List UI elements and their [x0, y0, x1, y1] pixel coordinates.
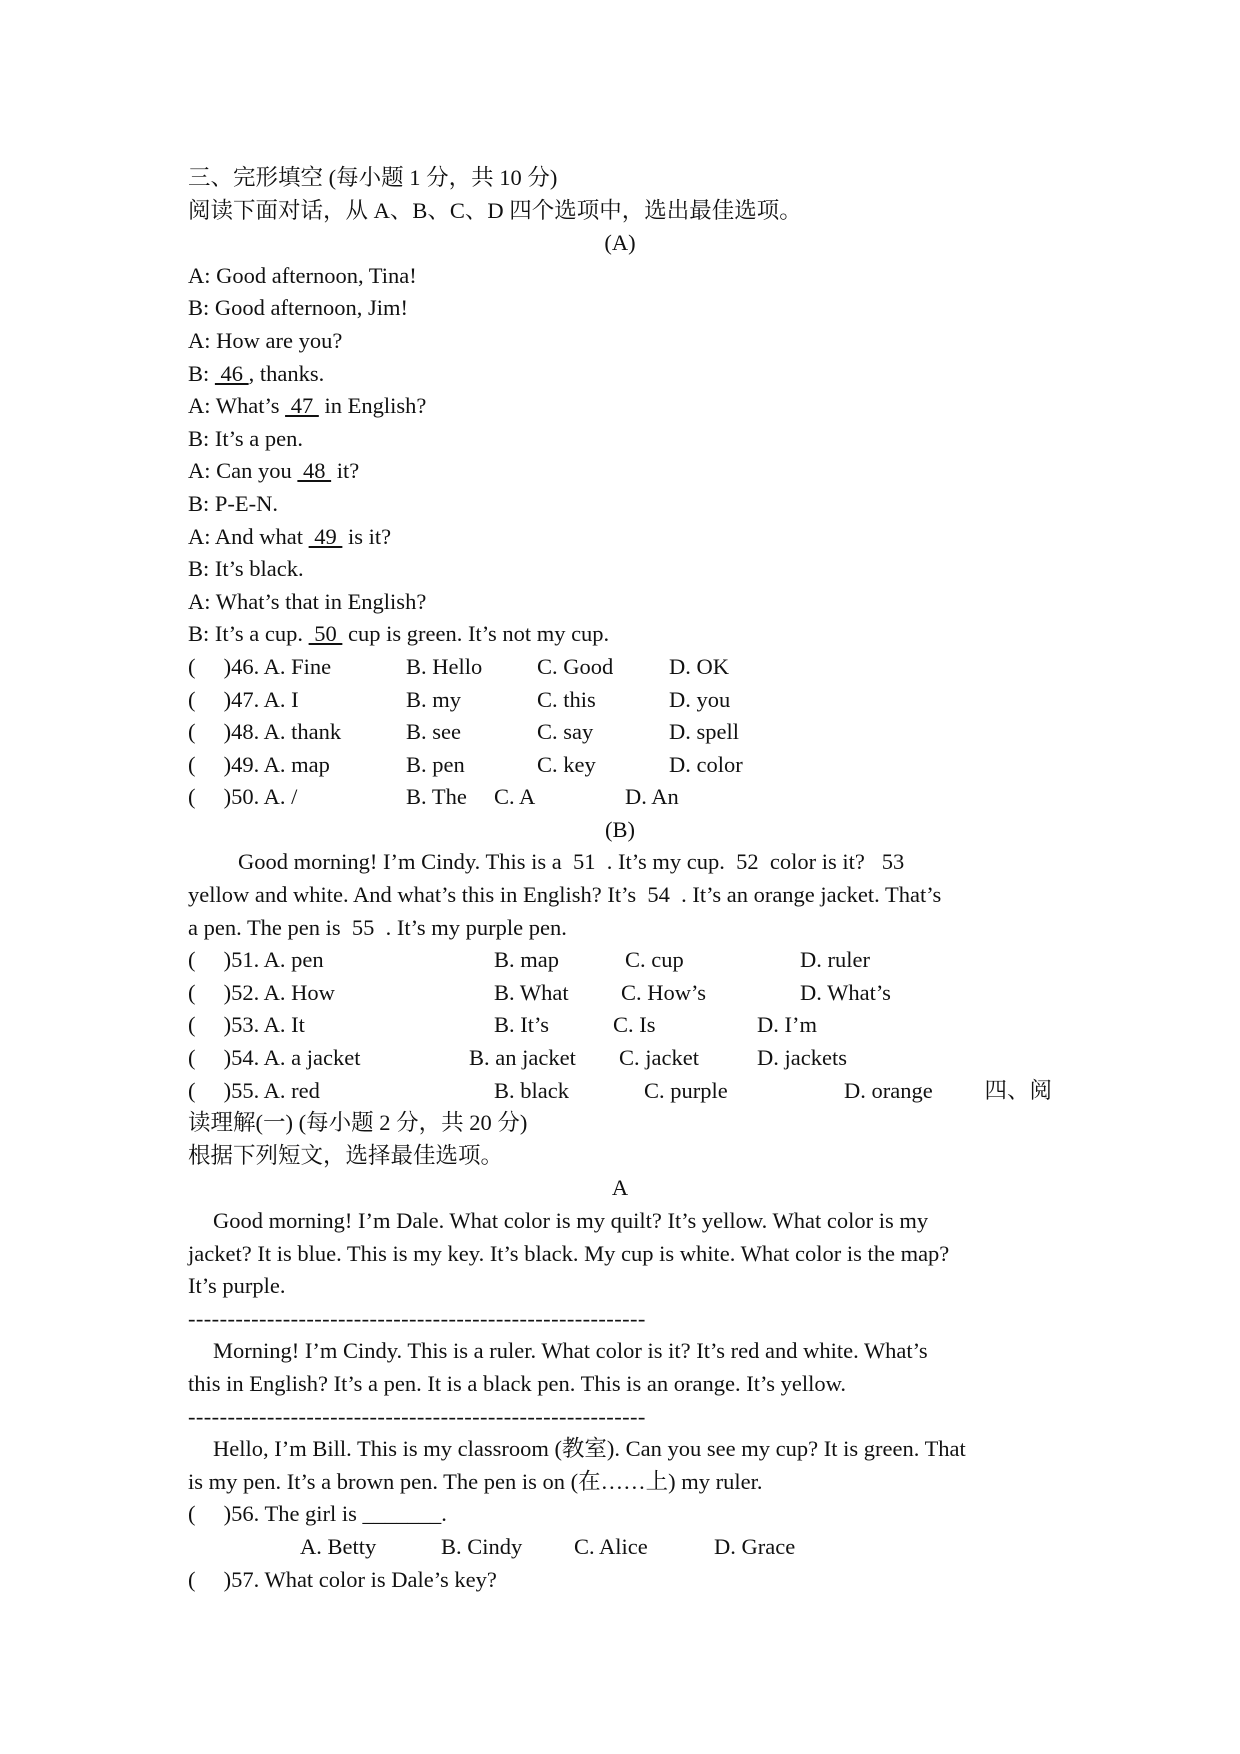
part-a-heading: (A) — [604, 230, 636, 256]
passage-line: Hello, I’m Bill. This is my classroom (教室). Can you see my cup? It is green. That — [213, 1436, 966, 1462]
dialogue-a — [188, 260, 1052, 651]
passage-line: a pen. The pen is 55 . It’s my purple pen. — [188, 914, 567, 940]
dialogue-line: A: What’s 47 in English? — [188, 393, 427, 419]
dialogue-line: A: And what 49 is it? — [188, 523, 392, 549]
blank-47[interactable]: 47 — [285, 393, 319, 419]
question-54[interactable]: ( )54. A. a jacket B. an jacket C. jacket D. jackets — [188, 1045, 847, 1071]
question-49[interactable]: ( )49. A. map B. pen C. key D. color — [188, 751, 743, 777]
dialogue-line: B: It’s a pen. — [188, 425, 303, 451]
question-46[interactable]: ( )46. A. Fine B. Hello C. Good D. OK — [188, 653, 729, 679]
dialogue-line: B: Good afternoon, Jim! — [188, 295, 408, 321]
question-55[interactable]: ( )55. A. red B. black C. purple D. orange 四、阅 — [188, 1075, 1052, 1108]
section4-title-start: 四、阅 — [984, 1077, 1052, 1103]
options-a — [188, 651, 1052, 814]
dialogue-line: B: It’s black. — [188, 556, 304, 582]
passage-line: jacket? It is blue. This is my key. It’s black. My cup is white. What color is the map? — [188, 1240, 950, 1266]
options-b — [188, 944, 1052, 1107]
passage-line: is my pen. It’s a brown pen. The pen is on (在……上) my ruler. — [188, 1468, 763, 1494]
blank-48[interactable]: 48 — [297, 458, 332, 484]
blank-49[interactable]: 49 — [308, 523, 343, 549]
question-51[interactable]: ( )51. A. pen B. map C. cup D. ruler — [188, 947, 870, 973]
question-52[interactable]: ( )52. A. How B. What C. How’s D. What’s — [188, 979, 891, 1005]
dialogue-line: B: P-E-N. — [188, 490, 278, 516]
blank-46[interactable]: 46 — [214, 360, 249, 386]
reading-passage-dale — [188, 1205, 1052, 1303]
dialogue-line: A: What’s that in English? — [188, 588, 427, 614]
passage-line: yellow and white. And what’s this in English? It’s 54 . It’s an orange jacket. That’s — [188, 882, 942, 908]
question-50[interactable]: ( )50. A. / B. The C. A D. An — [188, 784, 679, 810]
reading-a-heading: A — [611, 1175, 629, 1201]
divider: ---------------------------------------------------------- — [188, 1305, 646, 1331]
passage-line: It’s purple. — [188, 1273, 286, 1299]
question-56-options: A. Betty B. Cindy C. Alice D. Grace — [300, 1533, 796, 1559]
dialogue-line: A: Good afternoon, Tina! — [188, 262, 417, 288]
dialogue-line: B: It’s a cup. 50 cup is green. It’s not my cup. — [188, 621, 610, 647]
dialogue-line: B: 46 , thanks. — [188, 360, 325, 386]
section-title: 三、完形填空 (每小题 1 分，共 10 分) — [188, 165, 558, 190]
dialogue-line: A: Can you 48 it? — [188, 458, 360, 484]
divider: ---------------------------------------------------------- — [188, 1403, 646, 1429]
section4-instruction: 根据下列短文，选择最佳选项。 — [188, 1142, 504, 1168]
passage-line: Good morning! I’m Cindy. This is a 51 . It’s my cup. 52 color is it? 53 — [238, 849, 905, 875]
passage-line: this in English? It’s a pen. It is a black pen. This is an orange. It’s yellow. — [188, 1370, 847, 1396]
part-b-heading: (B) — [605, 816, 635, 842]
passage-line: Good morning! I’m Dale. What color is my quilt? It’s yellow. What color is my — [213, 1208, 929, 1233]
blank-50[interactable]: 50 — [308, 621, 343, 647]
reading-passage-bill — [188, 1433, 1052, 1498]
question-47[interactable]: ( )47. A. I B. my C. this D. you — [188, 686, 731, 712]
section4-title: 读理解(一) (每小题 2 分，共 20 分) — [188, 1110, 528, 1136]
passage-line: Morning! I’m Cindy. This is a ruler. What color is it? It’s red and white. What’s — [213, 1338, 928, 1364]
question-57[interactable]: ( )57. What color is Dale’s key? — [188, 1566, 497, 1592]
passage-b — [188, 846, 1052, 944]
reading-passage-cindy — [188, 1335, 1052, 1400]
question-53[interactable]: ( )53. A. It B. It’s C. Is D. I’m — [188, 1012, 817, 1038]
dialogue-line: A: How are you? — [188, 327, 343, 353]
question-48[interactable]: ( )48. A. thank B. see C. say D. spell — [188, 719, 739, 745]
section-instruction: 阅读下面对话，从 A、B、C、D 四个选项中，选出最佳选项。 — [188, 197, 802, 223]
exam-page — [188, 162, 1052, 1596]
question-56[interactable]: ( )56. The girl is _______. — [188, 1501, 447, 1527]
